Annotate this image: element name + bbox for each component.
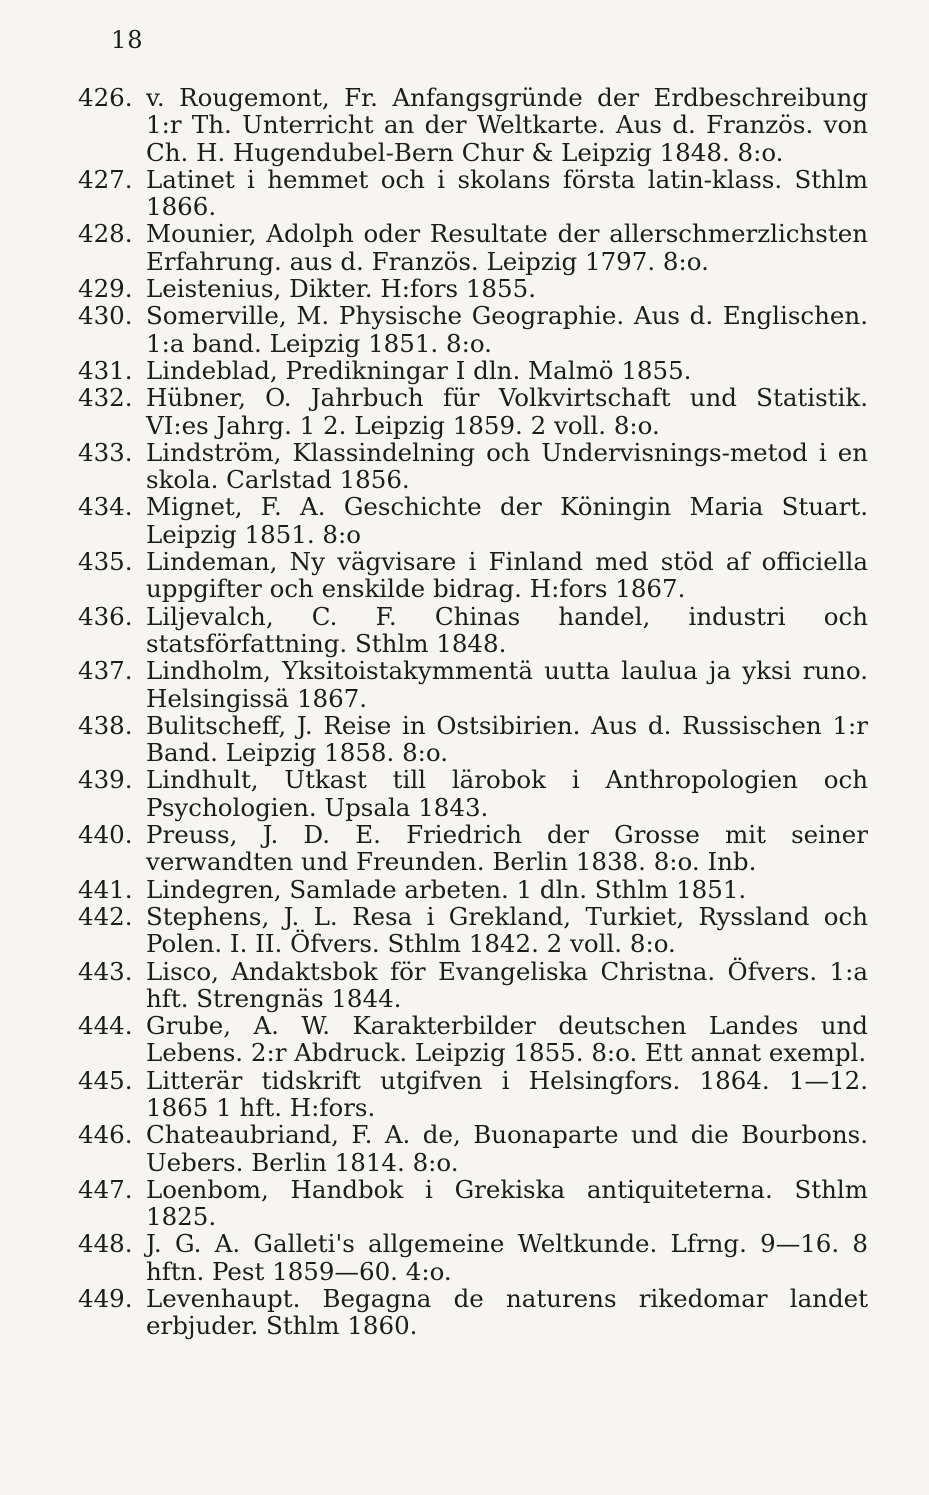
catalog-entries: [78, 84, 868, 1340]
entry-text: Grube, A. W. Karakterbilder deutschen Landes und Lebens. 2:r Abdruck. Leipzig 1855. 8:o. Ett annat exempl.: [146, 1011, 868, 1068]
entry-text: Chateaubriand, F. A. de, Buonaparte und die Bourbons. Uebers. Berlin 1814. 8:o.: [146, 1120, 868, 1177]
entry-number: 434.: [78, 492, 133, 522]
catalog-entry: [78, 1012, 868, 1067]
entry-text: Bulitscheff, J. Reise in Ostsibirien. Aus d. Russischen 1:r Band. Leipzig 1858. 8:o.: [146, 710, 868, 768]
entry-text: Lindegren, Samlade arbeten. 1 dln. Sthlm 1851.: [146, 874, 747, 904]
catalog-entry: [78, 302, 868, 357]
entry-text: Mignet, F. A. Geschichte der Köningin Maria Stuart. Leipzig 1851. 8:o: [146, 492, 868, 549]
catalog-entry: [78, 493, 868, 548]
entry-number: 444.: [78, 1011, 133, 1041]
entry-text: Somerville, M. Physische Geographie. Aus d. Englischen. 1:a band. Leipzig 1851. 8:o.: [146, 301, 868, 358]
catalog-entry: [78, 821, 868, 876]
entry-text: Stephens, J. L. Resa i Grekland, Turkiet, Ryssland och Polen. I. II. Öfvers. Sthlm 1842. 2 voll. 8:o.: [146, 901, 868, 959]
entry-text: Lisco, Andaktsbok för Evangeliska Christna. Öfvers. 1:a hft. Strengnäs 1844.: [146, 956, 868, 1013]
entry-text: Preuss, J. D. E. Friedrich der Grosse mit seiner verwandten und Freunden. Berlin 1838. 8:o. Inb.: [146, 820, 868, 877]
entry-number: 446.: [78, 1120, 133, 1150]
entry-number: 428.: [78, 219, 133, 249]
entry-text: Liljevalch, C. F. Chinas handel, industri och statsförfattning. Sthlm 1848.: [146, 601, 868, 658]
entry-number: 430.: [78, 301, 133, 331]
entry-text: Levenhaupt. Begagna de naturens rikedomar landet erbjuder. Sthlm 1860.: [146, 1284, 868, 1341]
catalog-entry: [78, 220, 868, 275]
entry-number: 448.: [78, 1229, 133, 1259]
entry-number: 435.: [78, 547, 133, 577]
entry-number: 443.: [78, 956, 133, 986]
catalog-entry: [78, 275, 868, 302]
entry-number: 442.: [78, 901, 133, 931]
catalog-entry: [78, 548, 868, 603]
entry-text: Hübner, O. Jahrbuch für Volkvirtschaft und Statistik. VI:es Jahrg. 1 2. Leipzig 1859. 2 voll. 8:o.: [146, 383, 868, 440]
catalog-entry: [78, 384, 868, 439]
entry-text: J. G. A. Galleti's allgemeine Weltkunde. Lfrng. 9—16. 8 hftn. Pest 1859—60. 4:o.: [146, 1229, 868, 1286]
entry-number: 426.: [78, 83, 133, 112]
catalog-entry: [78, 657, 868, 712]
entry-number: 432.: [78, 383, 133, 413]
catalog-entry: [78, 958, 868, 1013]
catalog-entry: [78, 766, 868, 821]
catalog-entry: [78, 876, 868, 903]
entry-number: 433.: [78, 437, 133, 467]
entry-number: 438.: [78, 710, 133, 740]
entry-text: v. Rougemont, Fr. Anfangsgründe der Erdbeschreibung 1:r Th. Unterricht an der Weltkarte. Aus d. Französ. von Ch. H. Hugendubel-Bern Chur & Leipzig 1848. 8:o.: [146, 83, 868, 167]
catalog-entry: [78, 1285, 868, 1340]
catalog-entry: [78, 1067, 868, 1122]
catalog-entry: [78, 1176, 868, 1231]
entry-text: Lindeman, Ny vägvisare i Finland med stöd af officiella uppgifter och enskilde bidrag. H:fors 1867.: [146, 547, 868, 604]
entry-text: Latinet i hemmet och i skolans första latin-klass. Sthlm 1866.: [146, 164, 868, 222]
entry-number: 431.: [78, 355, 133, 385]
entry-text: Litterär tidskrift utgifven i Helsingfors. 1864. 1—12. 1865 1 hft. H:fors.: [146, 1065, 868, 1122]
entry-number: 436.: [78, 601, 133, 631]
catalog-entry: [78, 1230, 868, 1285]
entry-number: 439.: [78, 765, 133, 795]
entry-text: Lindeblad, Predikningar I dln. Malmö 1855.: [146, 355, 692, 385]
entry-text: Leistenius, Dikter. H:fors 1855.: [146, 274, 536, 304]
entry-number: 427.: [78, 164, 133, 194]
entry-number: 440.: [78, 820, 133, 850]
entry-number: 445.: [78, 1065, 133, 1095]
entry-number: 437.: [78, 656, 133, 686]
entry-text: Lindström, Klassindelning och Undervisnings-metod i en skola. Carlstad 1856.: [146, 437, 868, 495]
catalog-entry: [78, 903, 868, 958]
catalog-entry: [78, 603, 868, 658]
catalog-entry: [78, 1121, 868, 1176]
entry-number: 441.: [78, 874, 133, 904]
entry-text: Lindhult, Utkast till lärobok i Anthropologien och Psychologien. Upsala 1843.: [146, 765, 868, 822]
catalog-entry: [78, 357, 868, 384]
page-number: 18: [111, 26, 144, 54]
entry-number: 447.: [78, 1174, 133, 1204]
entry-text: Lindholm, Yksitoistakymmentä uutta laulua ja yksi runo. Helsingissä 1867.: [146, 656, 868, 713]
catalog-entry: [78, 712, 868, 767]
entry-text: Mounier, Adolph oder Resultate der allerschmerzlichsten Erfahrung. aus d. Französ. Leipzig 1797. 8:o.: [146, 219, 868, 276]
entry-number: 449.: [78, 1284, 133, 1314]
catalog-entry: [78, 439, 868, 494]
entry-number: 429.: [78, 274, 133, 304]
catalog-entry: [78, 166, 868, 221]
catalog-entry: [78, 84, 868, 166]
entry-text: Loenbom, Handbok i Grekiska antiquiteterna. Sthlm 1825.: [146, 1174, 868, 1232]
